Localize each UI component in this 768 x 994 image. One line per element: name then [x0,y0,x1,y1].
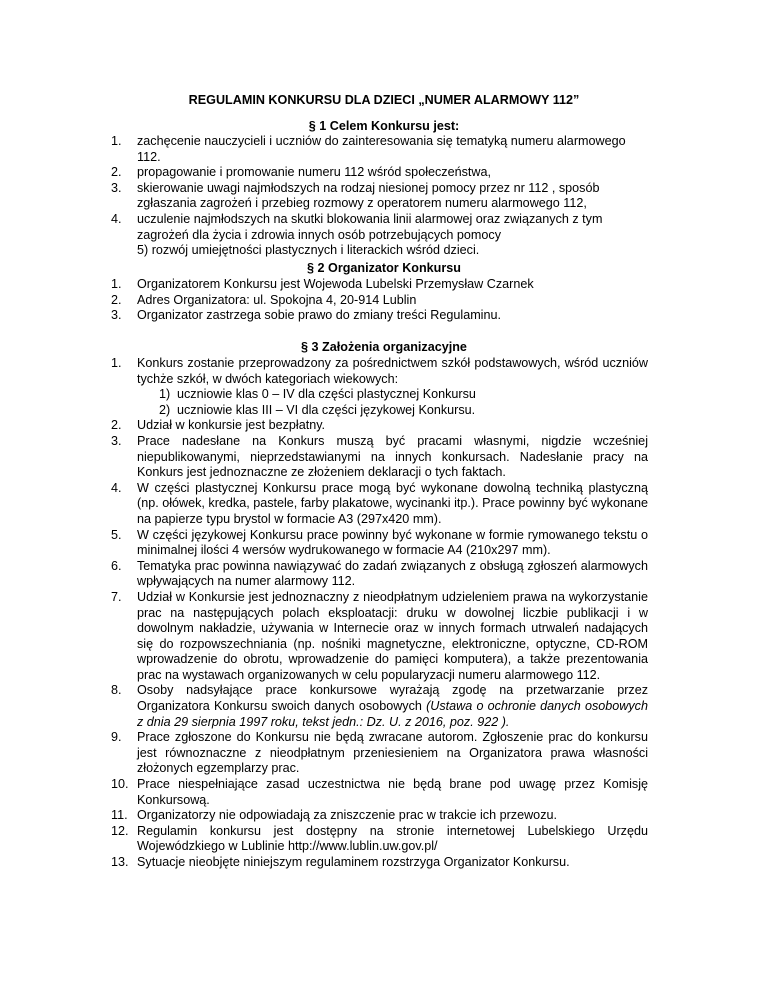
list-item [0,212,648,259]
list-item-extra-text: 5) rozwój umiejętności plastycznych i literackich wśród dzieci. [137,243,480,258]
list-item [0,308,648,324]
list-item [0,824,648,855]
list-item-text: Udział w Konkursie jest jednoznaczny z nieodpłatnym udzieleniem prawa na wykorzystanie prac na następujących polach eksploatacji: druku w dowolnej liczbie publikacji i w dowolnym nakładzie, używania w Internecie oraz w innych formach utrwaleń nadających się do rozpowszechniania (np. nośniki magnetyczne, elektroniczne, optyczne, CD-ROM wprowadzenie do obrotu, wprowadzenie do pamięci komputera), a także prezentowania prac na wystawach organizowanych w celu popularyzacji numeru alarmowego 112. [137,589,648,682]
list-item-number: 1. [111,356,122,370]
list-item-text: Organizatorzy nie odpowiadają za zniszczenie prac w trakcie ich przewozu. [137,808,557,823]
list-item [0,559,648,590]
section-3-heading: § 3 Założenia organizacyjne [301,340,467,354]
list-item-number: 7. [111,589,122,604]
list-item-text: skierowanie uwagi najmłodszych na rodzaj niesionej pomocy przez nr 112 , sposób zgłaszania zagrożeń i przebieg rozmowy z operatorem numeru alarmowego 112, [137,180,600,211]
list-item-number: 3. [111,308,122,323]
section-2-list [0,277,648,324]
list-item-number: 1. [111,277,122,291]
list-item-text: propagowanie i promowanie numeru 112 wśród społeczeństwa, [137,165,491,180]
list-item-text: Prace zgłoszone do Konkursu nie będą zwracane autorom. Zgłoszenie prac do konkursu jest równoznaczne z nieodpłatnym przeniesieniem na Organizatora prawa własności złożonych egzemplarzy prac. [137,730,648,776]
list-item-text: Sytuacje nieobjęte niniejszym regulaminem rozstrzyga Organizator Konkursu. [137,855,570,869]
list-item-number: 2. [111,292,122,307]
list-item [0,181,648,212]
list-item-number: 10. [111,777,129,792]
list-item [0,777,648,808]
list-item-number: 8. [111,683,122,698]
list-item [0,683,648,730]
list-item-number: 4. [111,480,122,495]
list-item [0,165,648,181]
list-item-number: 3. [111,180,122,195]
section-1-list [0,134,648,259]
list-item-text: W części plastycznej Konkursu prace mogą być wykonane dowolną techniką plastyczną (np. ołówek, kredka, pastele, farby plakatowe, wycinanki itp.). Prace powinny być wykonane na papierze typu brystol w formacie A3 (297x420 mm). [137,480,648,526]
list-item [0,434,648,481]
list-item [0,808,648,824]
list-item-number: 1. [111,134,122,148]
list-item [0,293,648,309]
list-item [0,855,648,871]
list-item [0,277,648,293]
list-item-number: 9. [111,730,122,745]
list-item-number: 2. [111,418,122,433]
list-item-text [137,683,648,730]
list-item-text-italic: (Ustawa o ochronie danych osobowych z dnia 29 sierpnia 1997 roku, tekst jedn.: Dz. U. z 2016, poz. 922 ). [137,699,648,729]
list-item-text: zachęcenie nauczycieli i uczniów do zainteresowania się tematyką numeru alarmowego 112. [137,134,626,164]
list-item [0,590,648,684]
list-item [0,528,648,559]
list-item-text: Adres Organizatora: ul. Spokojna 4, 20-914 Lublin [137,292,417,307]
sub-list-item [137,387,648,403]
sub-list-item-number: 2) [159,402,171,417]
list-item-text: Organizator zastrzega sobie prawo do zmiany treści Regulaminu. [137,308,501,323]
sub-list-item [137,403,648,419]
list-item-number: 5. [111,527,122,542]
list-item [0,418,648,434]
sub-list-item-number: 1) [159,387,171,402]
list-item-text: Prace niespełniające zasad uczestnictwa nie będą brane pod uwagę przez Komisję Konkursową. [137,777,648,807]
list-item-number: 6. [111,558,122,573]
section-2-heading: § 2 Organizator Konkursu [307,261,461,275]
list-item-number: 4. [111,211,122,226]
list-item-number: 13. [111,855,129,869]
list-item-text: W części językowej Konkursu prace powinny być wykonane w formie rymowanego tekstu o minimalnej ilości 4 wersów wydrukowanego w formacie A4 (210x297 mm). [137,527,648,558]
list-item-text: Tematyka prac powinna nawiązywać do zadań związanych z obsługą zgłoszeń alarmowych wpływających na numer alarmowy 112. [137,558,648,589]
list-item [0,356,648,418]
list-item [0,481,648,528]
list-item-text: Organizatorem Konkursu jest Wojewoda Lubelski Przemysław Czarnek [137,277,534,291]
list-item [0,134,648,165]
section-1-heading: § 1 Celem Konkursu jest: [308,119,460,133]
list-item-text: uczulenie najmłodszych na skutki blokowania linii alarmowej oraz związanych z tym zagrożeń dla życia i zdrowia innych osób potrzebujących pomocy [137,211,603,242]
list-item-text: Prace nadesłane na Konkurs muszą być pracami własnymi, nigdzie wcześniej niepublikowanymi, nieprzedstawianymi na innych konkursach. Nadesłanie pracy na Konkurs jest jednoznaczne ze złożeniem deklaracji o tych faktach. [137,433,648,480]
list-item-text: Udział w konkursie jest bezpłatny. [137,418,326,433]
sub-list-item-text: uczniowie klas III – VI dla części językowej Konkursu. [177,402,476,417]
list-item-number: 12. [111,823,129,838]
list-item-text-plain: Osoby nadsyłające prace konkursowe wyrażają zgodę na przetwarzanie przez Organizatora Konkursu swoich danych osobowych [137,683,648,714]
list-item-number: 2. [111,165,122,180]
document-title: REGULAMIN KONKURSU DLA DZIECI „NUMER ALARMOWY 112” [188,93,580,107]
list-item [0,730,648,777]
list-item-number: 3. [111,433,122,448]
list-item-text: Konkurs zostanie przeprowadzony za pośrednictwem szkół podstawowych, wśród uczniów tychże szkół, w dwóch kategoriach wiekowych: [137,356,648,386]
list-item-text: Regulamin konkursu jest dostępny na stronie internetowej Lubelskiego Urzędu Wojewódzkiego w Lublinie http://www.lublin.uw.gov.pl/ [137,823,648,854]
list-item-number: 11. [111,808,128,823]
sub-list-item-text: uczniowie klas 0 – IV dla części plastycznej Konkursu [177,387,476,402]
section-3-list [0,356,648,871]
